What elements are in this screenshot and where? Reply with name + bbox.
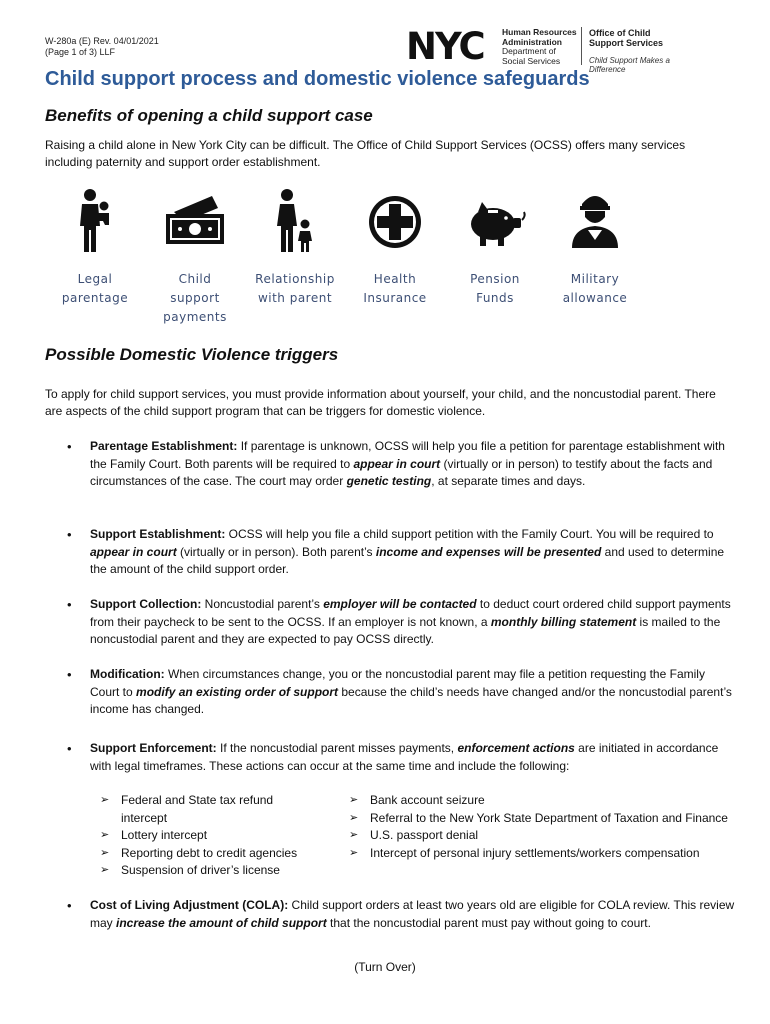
label-line: payments (163, 310, 227, 324)
label-line: support (170, 291, 220, 305)
trigger-text: Child support orders at least two years old are eligible for COLA review. This review may (90, 898, 735, 930)
trigger-text: (virtually or in person) to testify about the facts and circumstances of the case. The court may order (90, 456, 713, 488)
label-line: allowance (562, 291, 628, 305)
trigger-text: because the child’s needs have changed and/or the noncustodial parent’s income has changed. (90, 684, 732, 716)
trigger-title: Support Collection: (90, 597, 202, 611)
benefit-label (145, 270, 245, 327)
page-info: (Page 1 of 3) LLF (45, 47, 116, 57)
benefit-military-allowance (545, 186, 645, 308)
trigger-emphasis: income and expenses will be presented (375, 544, 602, 559)
trigger-text: is mailed to the noncustodial parent and they are expected to pay OCSS directly. (90, 614, 721, 646)
ocss-text (589, 28, 663, 48)
soldier-icon (560, 186, 630, 256)
trigger-text: and used to determine the amount of the child support order. (90, 544, 725, 576)
label-line: Funds (476, 291, 514, 305)
benefit-label (345, 270, 445, 308)
trigger-support-establishment (45, 526, 735, 579)
trigger-title: Cost of Living Adjustment (COLA): (90, 898, 289, 912)
trigger-text: If the noncustodial parent misses payments, (216, 741, 458, 755)
benefit-legal-parentage (45, 186, 145, 308)
trigger-modification (45, 666, 735, 719)
label-line: Pension (470, 272, 520, 286)
label-line: Military (570, 272, 620, 286)
hra-dss-text (502, 28, 577, 66)
trigger-support-collection (45, 596, 735, 649)
benefit-label (445, 270, 545, 308)
benefit-health-insurance (345, 186, 445, 308)
trigger-text: When circumstances change, you or the noncustodial parent may file a petition requesting the Family Court to (90, 667, 705, 699)
trigger-text: are initiated in accordance with legal timeframes. These actions can occur at the same time and include the following: (90, 741, 719, 773)
trigger-emphasis: genetic testing (346, 474, 432, 488)
triggers-heading: Possible Domestic Violence triggers (45, 345, 339, 364)
triggers-intro: To apply for child support services, you must provide information about yourself, your child, and the noncustodial parent. There are aspects of the child support program that can be triggers for domestic violence. (45, 387, 716, 418)
enforcement-actions-left (100, 792, 320, 880)
trigger-emphasis: monthly billing statement (490, 614, 637, 629)
label-line: Legal (77, 272, 113, 286)
enforcement-action: ➢ Intercept of personal injury settlements/workers compensation (349, 845, 739, 863)
trigger-parentage-establishment (45, 438, 735, 491)
trigger-title: Support Enforcement: (90, 741, 217, 755)
benefit-label (545, 270, 645, 308)
logo-tagline: Child Support Makes a Difference (589, 56, 670, 74)
turn-over-note: (Turn Over) (354, 960, 416, 974)
label-line: Insurance (363, 291, 427, 305)
benefit-child-support-payments (145, 186, 245, 327)
form-number: W-280a (E) Rev. 04/01/2021 (45, 36, 159, 46)
medical-cross-icon (360, 186, 430, 256)
enforcement-action: ➢ U.S. passport denial (349, 827, 739, 845)
benefit-label (45, 270, 145, 308)
label-line: Child (178, 272, 212, 286)
trigger-emphasis: increase the amount of child support (116, 915, 327, 930)
enforcement-action: ➢ Suspension of driver’s license (100, 862, 320, 880)
benefits-row (45, 186, 645, 336)
trigger-text: that the noncustodial parent must pay without going to court. (326, 915, 651, 930)
label-line: with parent (257, 291, 333, 305)
ocss-line1: Office of Child (589, 28, 651, 38)
nyc-logo (404, 22, 704, 74)
trigger-emphasis: enforcement actions (457, 741, 575, 755)
piggy-bank-icon (460, 186, 530, 256)
benefit-relationship (245, 186, 345, 308)
enforcement-action: ➢ Federal and State tax refund intercept (100, 792, 320, 827)
benefits-heading: Benefits of opening a child support case (45, 106, 373, 125)
dss-line2: Social Services (502, 55, 561, 66)
trigger-emphasis: appear in court (90, 544, 177, 559)
form-id-block (45, 36, 159, 58)
nyc-wordmark: NYC (406, 25, 484, 68)
dss-line1: Department of (502, 46, 556, 56)
logo-divider (581, 27, 582, 65)
label-line: Relationship (255, 272, 335, 286)
ocss-line2: Support Services (589, 38, 664, 48)
benefit-pension-funds (445, 186, 545, 308)
enforcement-actions-right (349, 792, 739, 862)
label-line: parentage (61, 291, 129, 305)
trigger-text: Noncustodial parent’s (201, 597, 324, 611)
trigger-cola (45, 897, 735, 932)
trigger-text: to deduct court ordered child support payments from their paycheck to be sent to the OCSS. If an employer is not known, a (90, 597, 731, 629)
trigger-emphasis: employer will be contacted (323, 597, 477, 611)
trigger-text: OCSS will help you file a child support petition with the Family Court. You will be required to (225, 527, 714, 541)
trigger-text: , at separate times and days. (431, 474, 586, 488)
parent-holding-child-icon (60, 186, 130, 256)
hra-line2: Administration (502, 36, 562, 47)
trigger-title: Modification: (90, 667, 165, 681)
benefit-label (245, 270, 345, 308)
enforcement-action: ➢ Reporting debt to credit agencies (100, 845, 320, 863)
trigger-support-enforcement (45, 740, 735, 775)
trigger-emphasis: appear in court (353, 456, 441, 471)
trigger-title: Support Establishment: (90, 527, 226, 541)
money-bills-icon (160, 186, 230, 256)
trigger-text: If parentage is unknown, OCSS will help you file a petition for parentage establishment with the Family Court. Both parents will be required to (90, 439, 725, 471)
parent-and-child-icon (260, 186, 330, 256)
hra-line1: Human Resources (502, 27, 577, 37)
enforcement-action: ➢ Bank account seizure (349, 792, 739, 810)
enforcement-action: ➢ Referral to the New York State Department of Taxation and Finance (349, 810, 739, 828)
page-title: Child support process and domestic violence safeguards (45, 68, 590, 90)
trigger-text: (virtually or in person). Both parent’s (176, 544, 376, 559)
trigger-emphasis: modify an existing order of support (136, 684, 339, 699)
label-line: Health (373, 272, 417, 286)
benefits-intro: Raising a child alone in New York City can be difficult. The Office of Child Support Services (OCSS) offers many services including paternity and support order establishment. (45, 138, 686, 169)
enforcement-action: ➢ Lottery intercept (100, 827, 320, 845)
trigger-title: Parentage Establishment: (90, 439, 238, 453)
